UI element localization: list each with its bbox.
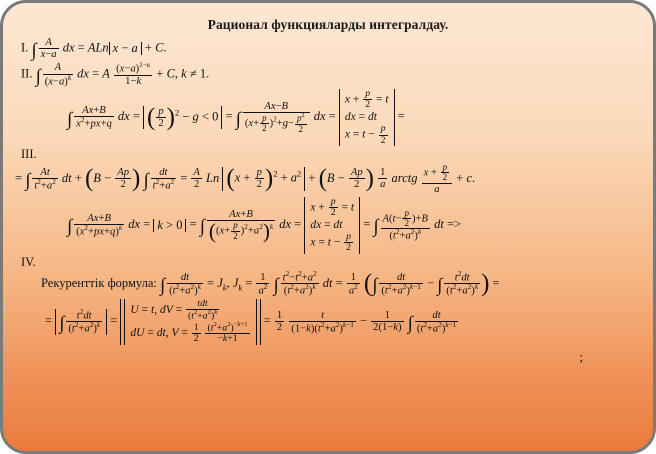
formula-line-3 — [15, 89, 641, 146]
label-I: I. — [21, 40, 29, 55]
label-III: III. — [21, 146, 37, 161]
formula-4-math: = ∫ $\frac{At}{t^2+a^2}$ dt + (B − $\frac{Ap}{2}$ ) ∫ $\frac{dt}{t^2+a^2}$ = $\frac{A}{2}$ Ln (x + $\frac{p}{2}$ )$^2 + a^2 + (B$ − $\frac{Ap}{2}$ ) $\frac{1}{a}$ arctg x + $\frac{p}{2}$ a + c. — [15, 161, 476, 195]
formula-line-6 — [15, 271, 641, 297]
formula-2-math: ∫ $\frac{A}{(x-a)^k}$ dx = A $\frac{(x-a)^{1-к}}{1-k}$ + C, k ≠ 1. — [35, 61, 210, 88]
trailing-semicolon: ; — [579, 349, 583, 364]
formula-1-math: ∫ $\frac{A}{x-a}$ dx = ALn x − a + C. — [31, 37, 167, 61]
page-title: Рационал функцияларды интегралдау. — [207, 17, 449, 32]
formula-line-2 — [15, 62, 641, 87]
formula-body — [15, 37, 641, 364]
slide-content — [3, 3, 653, 451]
formula-5-math: ∫ $\frac{Ax+B}{(x^2+px+q)^k}$ dx = k > 0 = ∫ Ax+B ((x+ $\frac{p}{2}$ )$^2+a^2)^k$ dx = x + $\frac{p}{2}$ = t dx = dt x = t − $\frac{p}{2}$ = ∫ A(t− $\frac{p}{2}$ )+B $(t^2+a^2)^k$ dt => — [67, 196, 462, 254]
formula-line-1 — [15, 37, 641, 60]
formula-3-math: ∫ $\frac{Ax+B}{x^2+px+q}$ dx = ( $\frac{p}{2}$ )$^2$ − g < 0 = ∫ Ax−B (x+ $\frac{p}{2}$ )$^2$+g− $\frac{p^2}{2}$ dx = x + $\frac{p}{2}$ = t dx = dt x = t − $\frac{p}{2}$ = — [67, 88, 405, 146]
formula-line-7 — [15, 299, 641, 345]
label-II: II. — [21, 66, 33, 81]
formula-6-math: ∫ $\frac{dt}{(t^2+a^2)^k}$ = $J_k$, $J_k$ = $\frac{1}{a^2}$ ∫ $\frac{t^2-t^2+a^2}{(t^2+a^2)^k}$ dt = $\frac{1}{a^2}$ (∫ $\frac{dt}{(t^2+a^2)^{k-1}}$ − ∫ $\frac{t^2dt}{(t^2+a^2)^k}$ ) = — [159, 269, 500, 298]
formula-7-math: = ∫ $\frac{t^2dt}{(t^2+a^2)^k}$ = U = t, dV = $\frac{\text{tdt}}{(t^2+a^2)^k}$ dU = dt, V = $\frac{1}{2}$ $\frac{(t^2+a^2)^{-k+1}}{-k+1}$ = $\frac{1}{2}$ $\frac{t}{(1-k)(t^2+a^2)^{k-1}}$ − $\frac{1}{2(1-k)}$ ∫ $\frac{dt}{(t^2+a^2)^{k-1}}$ — [45, 298, 457, 345]
formula-line-4 — [15, 163, 641, 195]
formula-line-5 — [15, 197, 641, 254]
recurrent-formula-label: Рекуренттік формула: — [41, 276, 157, 291]
label-IV: IV. — [21, 254, 36, 269]
